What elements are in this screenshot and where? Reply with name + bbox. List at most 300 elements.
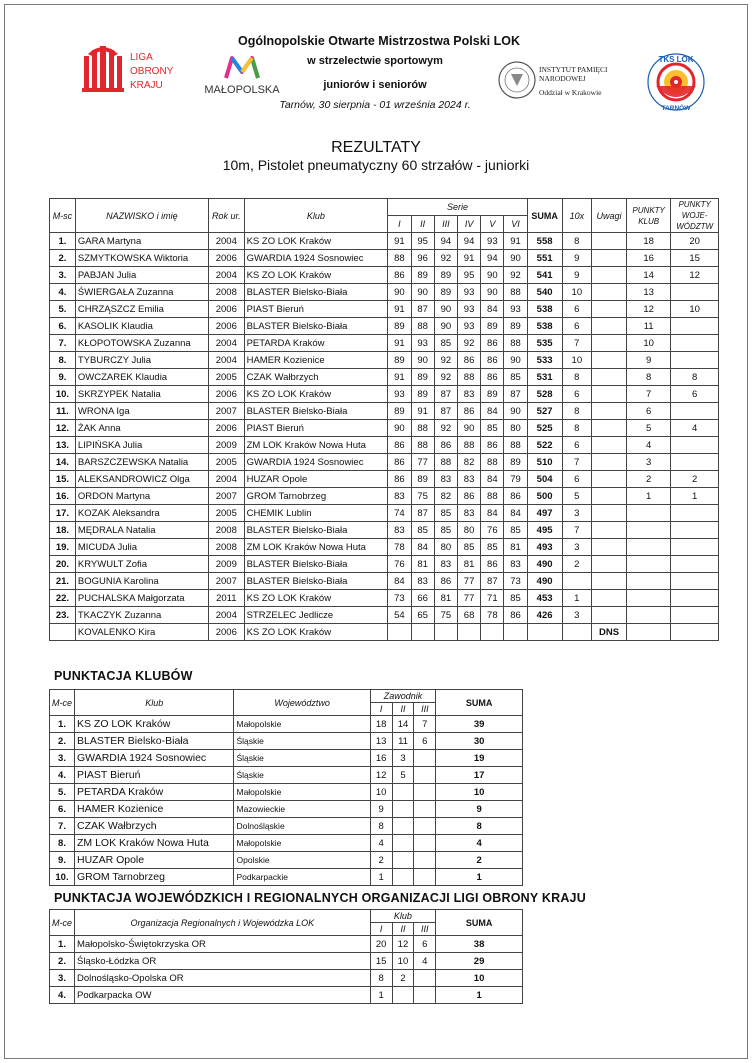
series-score-cell: 86 <box>388 471 411 488</box>
svg-text:MAŁOPOLSKA: MAŁOPOLSKA <box>204 84 280 96</box>
table-row <box>50 420 719 437</box>
clubs-header-competitor-3: III <box>414 703 436 716</box>
voivodeship-cell: Małopolskie <box>234 784 370 801</box>
tenx-cell: 10 <box>562 284 592 301</box>
competitor-points-cell: 12 <box>370 767 392 784</box>
club-points-cell <box>626 607 670 624</box>
series-score-cell: 85 <box>504 522 527 539</box>
table-row <box>50 801 523 818</box>
club-cell: KS ZO LOK Kraków <box>244 267 388 284</box>
header-series-1: I <box>388 216 411 233</box>
series-score-cell: 84 <box>481 471 504 488</box>
competitor-points-cell: 6 <box>414 733 436 750</box>
series-score-cell: 89 <box>504 454 527 471</box>
series-score-cell: 91 <box>388 335 411 352</box>
series-score-cell: 93 <box>457 301 480 318</box>
notes-cell <box>592 403 627 420</box>
series-score-cell: 71 <box>481 590 504 607</box>
sum-cell: 541 <box>527 267 562 284</box>
notes-cell <box>592 454 627 471</box>
club-points-cell: 15 <box>370 953 392 970</box>
club-cell: PETARDA Kraków <box>75 784 234 801</box>
name-cell: PABJAN Julia <box>75 267 208 284</box>
series-score-cell: 81 <box>457 556 480 573</box>
notes-cell <box>592 233 627 250</box>
competitor-points-cell <box>392 869 414 886</box>
competitor-points-cell: 1 <box>370 869 392 886</box>
competitor-points-cell <box>414 784 436 801</box>
year-cell: 2007 <box>209 573 245 590</box>
year-cell: 2006 <box>209 386 245 403</box>
tenx-cell: 9 <box>562 250 592 267</box>
series-score-cell: 81 <box>434 590 457 607</box>
table-row <box>50 818 523 835</box>
name-cell: KASOLIK Klaudia <box>75 318 208 335</box>
voiv-points-cell <box>671 573 719 590</box>
club-points-cell <box>392 987 414 1004</box>
series-score-cell: 86 <box>388 437 411 454</box>
table-row <box>50 869 523 886</box>
club-cell: ZM LOK Kraków Nowa Huta <box>244 539 388 556</box>
club-cell: BLASTER Bielsko-Biała <box>244 573 388 590</box>
series-score-cell: 89 <box>411 267 434 284</box>
header-club: Klub <box>244 199 388 233</box>
sum-cell <box>527 624 562 641</box>
competitor-points-cell <box>414 835 436 852</box>
competitor-points-cell: 14 <box>392 716 414 733</box>
club-points-cell: 10 <box>392 953 414 970</box>
series-score-cell: 92 <box>434 369 457 386</box>
svg-text:LIGA: LIGA <box>130 52 153 63</box>
series-score-cell: 82 <box>457 454 480 471</box>
series-score-cell <box>457 624 480 641</box>
club-points-cell <box>626 590 670 607</box>
voivodeship-cell: Opolskie <box>234 852 370 869</box>
series-score-cell: 74 <box>388 505 411 522</box>
club-points-cell: 2 <box>392 970 414 987</box>
tenx-cell: 2 <box>562 556 592 573</box>
name-cell: OWCZAREK Klaudia <box>75 369 208 386</box>
tenx-cell: 6 <box>562 318 592 335</box>
sum-cell: 493 <box>527 539 562 556</box>
competitor-points-cell <box>414 767 436 784</box>
tenx-cell: 3 <box>562 607 592 624</box>
series-score-cell: 93 <box>411 335 434 352</box>
table-row <box>50 403 719 420</box>
place-cell: 7. <box>50 335 76 352</box>
notes-cell <box>592 607 627 624</box>
series-score-cell: 90 <box>388 284 411 301</box>
name-cell: ŚWIERGAŁA Zuzanna <box>75 284 208 301</box>
competitor-points-cell: 7 <box>414 716 436 733</box>
clubs-header-place: M-ce <box>50 690 75 716</box>
club-points-cell: 20 <box>370 936 392 953</box>
sum-cell: 38 <box>436 936 523 953</box>
place-cell: 22. <box>50 590 76 607</box>
series-score-cell: 90 <box>504 403 527 420</box>
page-title: REZULTATY <box>331 139 421 156</box>
svg-text:OBRONY: OBRONY <box>130 66 174 77</box>
club-points-cell: 7 <box>626 386 670 403</box>
club-points-cell <box>626 556 670 573</box>
header-place: M-sc <box>50 199 76 233</box>
series-score-cell: 80 <box>504 420 527 437</box>
year-cell: 2007 <box>209 403 245 420</box>
voiv-points-cell <box>671 454 719 471</box>
results-table <box>49 198 719 641</box>
place-cell: 19. <box>50 539 76 556</box>
series-score-cell: 88 <box>504 335 527 352</box>
club-cell: GROM Tarnobrzeg <box>75 869 234 886</box>
series-score-cell: 86 <box>504 488 527 505</box>
series-score-cell: 73 <box>388 590 411 607</box>
series-score-cell: 89 <box>504 318 527 335</box>
club-cell: KS ZO LOK Kraków <box>244 590 388 607</box>
voiv-points-cell: 8 <box>671 369 719 386</box>
series-score-cell: 92 <box>434 420 457 437</box>
notes-cell <box>592 556 627 573</box>
place-cell: 3. <box>50 750 75 767</box>
tenx-cell: 5 <box>562 488 592 505</box>
series-score-cell: 88 <box>411 420 434 437</box>
table-row <box>50 767 523 784</box>
competitor-points-cell: 3 <box>392 750 414 767</box>
club-points-cell: 12 <box>392 936 414 953</box>
notes-cell <box>592 318 627 335</box>
series-score-cell: 86 <box>481 335 504 352</box>
place-cell: 5. <box>50 301 76 318</box>
place-cell: 17. <box>50 505 76 522</box>
competitor-points-cell <box>392 852 414 869</box>
club-cell: HAMER Kozienice <box>244 352 388 369</box>
club-cell: GWARDIA 1924 Sosnowiec <box>244 250 388 267</box>
competitor-points-cell <box>414 852 436 869</box>
series-score-cell: 77 <box>411 454 434 471</box>
series-score-cell: 73 <box>504 573 527 590</box>
club-points-cell: 4 <box>626 437 670 454</box>
sum-cell: 535 <box>527 335 562 352</box>
voiv-points-cell: 15 <box>671 250 719 267</box>
club-points-cell: 8 <box>370 970 392 987</box>
sum-cell: 10 <box>436 970 523 987</box>
series-score-cell: 86 <box>457 352 480 369</box>
header-notes: Uwagi <box>592 199 627 233</box>
sum-cell: 4 <box>436 835 523 852</box>
series-score-cell: 75 <box>411 488 434 505</box>
series-score-cell: 86 <box>388 454 411 471</box>
table-row <box>50 835 523 852</box>
club-points-cell: 16 <box>626 250 670 267</box>
club-cell: BLASTER Bielsko-Biała <box>244 522 388 539</box>
name-cell: SZMYTKOWSKA Wiktoria <box>75 250 208 267</box>
table-row <box>50 970 523 987</box>
header-series-3: III <box>434 216 457 233</box>
series-score-cell: 83 <box>411 573 434 590</box>
place-cell: 4. <box>50 987 75 1004</box>
regions-header-club: Klub <box>370 910 436 923</box>
notes-cell <box>592 284 627 301</box>
name-cell: WRONA Iga <box>75 403 208 420</box>
sum-cell: 528 <box>527 386 562 403</box>
club-cell: CZAK Wałbrzych <box>75 818 234 835</box>
sum-cell: 497 <box>527 505 562 522</box>
place-cell: 9. <box>50 369 76 386</box>
table-row <box>50 335 719 352</box>
sum-cell: 453 <box>527 590 562 607</box>
series-score-cell: 89 <box>388 318 411 335</box>
sum-cell: 490 <box>527 573 562 590</box>
series-score-cell: 66 <box>411 590 434 607</box>
tenx-cell: 6 <box>562 471 592 488</box>
notes-cell <box>592 488 627 505</box>
year-cell: 2004 <box>209 607 245 624</box>
club-points-cell: 2 <box>626 471 670 488</box>
sum-cell: 527 <box>527 403 562 420</box>
series-score-cell: 88 <box>388 250 411 267</box>
series-score-cell: 93 <box>481 233 504 250</box>
tenx-cell: 6 <box>562 301 592 318</box>
year-cell: 2007 <box>209 488 245 505</box>
place-cell: 2. <box>50 953 75 970</box>
voivodeship-cell: Śląskie <box>234 750 370 767</box>
tenx-cell: 1 <box>562 590 592 607</box>
notes-cell <box>592 573 627 590</box>
table-row <box>50 267 719 284</box>
place-cell: 8. <box>50 352 76 369</box>
voiv-points-cell: 10 <box>671 301 719 318</box>
club-points-cell: 9 <box>626 352 670 369</box>
club-points-cell <box>626 573 670 590</box>
sum-cell: 525 <box>527 420 562 437</box>
year-cell: 2004 <box>209 352 245 369</box>
tenx-cell: 6 <box>562 386 592 403</box>
sum-cell: 510 <box>527 454 562 471</box>
club-cell: PIAST Bieruń <box>244 301 388 318</box>
header-name: NAZWISKO i imię <box>75 199 208 233</box>
series-score-cell: 89 <box>411 471 434 488</box>
series-score-cell: 92 <box>457 335 480 352</box>
event-subtitle: w strzelectwie sportowym <box>307 55 443 67</box>
notes-cell <box>592 437 627 454</box>
series-score-cell: 88 <box>457 369 480 386</box>
series-score-cell: 91 <box>388 233 411 250</box>
table-row <box>50 454 719 471</box>
series-score-cell: 80 <box>457 522 480 539</box>
table-row <box>50 233 719 250</box>
year-cell: 2004 <box>209 233 245 250</box>
series-score-cell: 93 <box>457 318 480 335</box>
year-cell: 2006 <box>209 250 245 267</box>
svg-text:Oddział w Krakowie: Oddział w Krakowie <box>539 88 602 97</box>
tks-lok-tarnow-logo <box>640 50 712 114</box>
series-score-cell: 91 <box>504 233 527 250</box>
series-score-cell: 85 <box>504 590 527 607</box>
series-score-cell: 86 <box>481 556 504 573</box>
year-cell: 2011 <box>209 590 245 607</box>
competitor-points-cell: 4 <box>370 835 392 852</box>
series-score-cell: 82 <box>434 488 457 505</box>
place-cell: 7. <box>50 818 75 835</box>
voiv-points-cell <box>671 318 719 335</box>
sum-cell: 29 <box>436 953 523 970</box>
svg-text:KRAJU: KRAJU <box>130 80 163 91</box>
name-cell: ŻAK Anna <box>75 420 208 437</box>
club-points-cell <box>626 624 670 641</box>
series-score-cell: 88 <box>504 437 527 454</box>
series-score-cell <box>434 624 457 641</box>
series-score-cell: 95 <box>457 267 480 284</box>
sum-cell: 8 <box>436 818 523 835</box>
table-row <box>50 471 719 488</box>
series-score-cell: 78 <box>388 539 411 556</box>
organization-cell: Małopolsko-Świętokrzyska OR <box>75 936 371 953</box>
series-score-cell: 84 <box>481 505 504 522</box>
competitor-points-cell: 13 <box>370 733 392 750</box>
header-voiv-points: PUNKTY WOJE-WÓDZTW <box>671 199 719 233</box>
clubs-table <box>49 689 523 886</box>
series-score-cell: 87 <box>411 301 434 318</box>
club-cell: HUZAR Opole <box>244 471 388 488</box>
series-score-cell: 83 <box>504 556 527 573</box>
table-row <box>50 250 719 267</box>
table-row <box>50 522 719 539</box>
header-series: Serie <box>388 199 527 216</box>
club-cell: GWARDIA 1924 Sosnowiec <box>75 750 234 767</box>
regions-header-org: Organizacja Regionalnych i Wojewódzka LOK <box>75 910 371 936</box>
voiv-points-cell: 20 <box>671 233 719 250</box>
series-score-cell: 85 <box>481 539 504 556</box>
club-points-cell: 13 <box>626 284 670 301</box>
series-score-cell: 87 <box>504 386 527 403</box>
series-score-cell: 84 <box>481 403 504 420</box>
series-score-cell: 83 <box>434 556 457 573</box>
club-cell: HAMER Kozienice <box>75 801 234 818</box>
place-cell: 5. <box>50 784 75 801</box>
tenx-cell: 8 <box>562 369 592 386</box>
voiv-points-cell: 2 <box>671 471 719 488</box>
voivodeship-cell: Śląskie <box>234 733 370 750</box>
name-cell: CHRZĄSZCZ Emilia <box>75 301 208 318</box>
header-series-2: II <box>411 216 434 233</box>
sum-cell: 551 <box>527 250 562 267</box>
table-row <box>50 301 719 318</box>
organization-cell: Dolnośląsko-Opolska OR <box>75 970 371 987</box>
series-score-cell: 89 <box>481 318 504 335</box>
name-cell: BARSZCZEWSKA Natalia <box>75 454 208 471</box>
notes-cell <box>592 471 627 488</box>
table-row <box>50 505 719 522</box>
sum-cell: 495 <box>527 522 562 539</box>
place-cell: 8. <box>50 835 75 852</box>
sum-cell: 426 <box>527 607 562 624</box>
voiv-points-cell <box>671 505 719 522</box>
club-points-cell: 14 <box>626 267 670 284</box>
series-score-cell: 87 <box>481 573 504 590</box>
series-score-cell: 93 <box>457 284 480 301</box>
year-cell: 2006 <box>209 301 245 318</box>
year-cell: 2004 <box>209 335 245 352</box>
table-row <box>50 352 719 369</box>
series-score-cell: 89 <box>481 386 504 403</box>
clubs-header-competitor-1: I <box>370 703 392 716</box>
series-score-cell: 91 <box>457 250 480 267</box>
series-score-cell: 88 <box>434 454 457 471</box>
year-cell: 2009 <box>209 437 245 454</box>
series-score-cell: 84 <box>481 301 504 318</box>
sum-cell: 1 <box>436 869 523 886</box>
sum-cell: 1 <box>436 987 523 1004</box>
club-points-cell: 8 <box>626 369 670 386</box>
place-cell: 1. <box>50 716 75 733</box>
table-row <box>50 624 719 641</box>
sum-cell: 9 <box>436 801 523 818</box>
ipn-logo <box>497 60 632 100</box>
series-score-cell: 83 <box>434 471 457 488</box>
year-cell: 2006 <box>209 624 245 641</box>
clubs-header-competitor: Zawodnik <box>370 690 435 703</box>
series-score-cell: 84 <box>504 505 527 522</box>
notes-cell: DNS <box>592 624 627 641</box>
table-row <box>50 386 719 403</box>
series-score-cell: 86 <box>457 403 480 420</box>
club-cell: BLASTER Bielsko-Biała <box>244 403 388 420</box>
sum-cell: 500 <box>527 488 562 505</box>
svg-text:NARODOWEJ: NARODOWEJ <box>539 74 586 83</box>
notes-cell <box>592 386 627 403</box>
competitor-points-cell <box>392 801 414 818</box>
tenx-cell: 8 <box>562 420 592 437</box>
name-cell: TKACZYK Zuzanna <box>75 607 208 624</box>
name-cell: PUCHALSKA Małgorzata <box>75 590 208 607</box>
sum-cell: 533 <box>527 352 562 369</box>
series-score-cell: 91 <box>388 301 411 318</box>
notes-cell <box>592 267 627 284</box>
club-cell: CHEMIK Lublin <box>244 505 388 522</box>
organization-cell: Podkarpacka OW <box>75 987 371 1004</box>
series-score-cell: 81 <box>411 556 434 573</box>
club-points-cell: 5 <box>626 420 670 437</box>
club-cell: HUZAR Opole <box>75 852 234 869</box>
year-cell: 2005 <box>209 454 245 471</box>
tenx-cell: 7 <box>562 522 592 539</box>
series-score-cell <box>481 624 504 641</box>
series-score-cell: 92 <box>504 267 527 284</box>
club-points-cell: 12 <box>626 301 670 318</box>
club-cell: CZAK Wałbrzych <box>244 369 388 386</box>
series-score-cell: 90 <box>388 420 411 437</box>
table-row <box>50 437 719 454</box>
competitor-points-cell: 8 <box>370 818 392 835</box>
regions-header-club-2: II <box>392 923 414 936</box>
table-row <box>50 539 719 556</box>
sum-cell: 490 <box>527 556 562 573</box>
notes-cell <box>592 352 627 369</box>
sum-cell: 558 <box>527 233 562 250</box>
place-cell: 20. <box>50 556 76 573</box>
voiv-points-cell <box>671 590 719 607</box>
series-score-cell: 84 <box>411 539 434 556</box>
year-cell: 2004 <box>209 267 245 284</box>
club-points-cell: 18 <box>626 233 670 250</box>
sum-cell: 17 <box>436 767 523 784</box>
table-row <box>50 852 523 869</box>
voivodeship-cell: Małopolskie <box>234 716 370 733</box>
place-cell: 1. <box>50 936 75 953</box>
series-score-cell: 92 <box>434 250 457 267</box>
voivodeship-cell: Małopolskie <box>234 835 370 852</box>
year-cell: 2005 <box>209 369 245 386</box>
year-cell: 2008 <box>209 539 245 556</box>
